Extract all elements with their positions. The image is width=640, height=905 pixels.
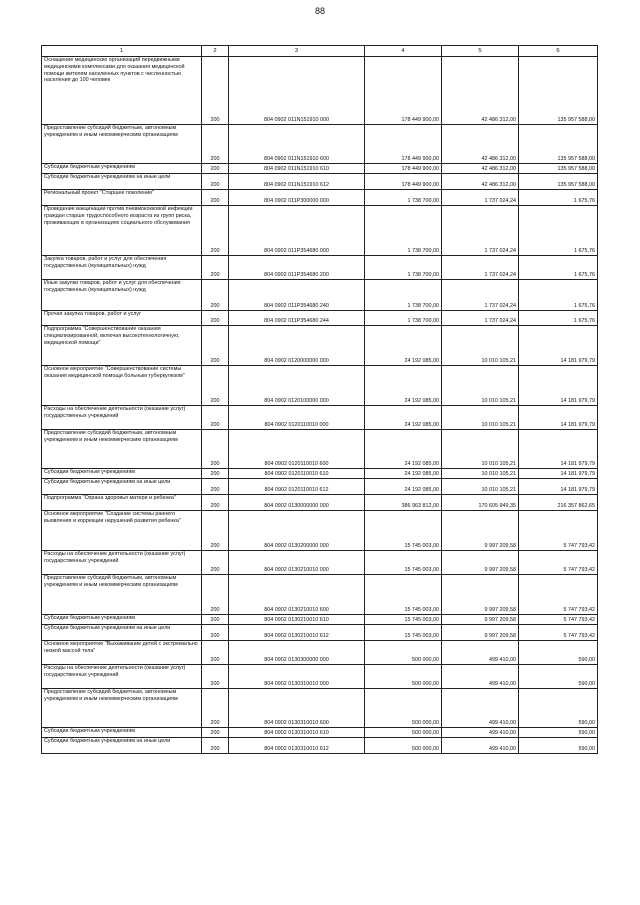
table-row (42, 311, 598, 326)
row-value-4: 500 000,00 (365, 665, 442, 689)
row-code: 804 0902 0130310010 600 (229, 689, 365, 728)
row-value-6: 5 747 793,42 (519, 625, 598, 641)
row-value-6: 14 181 979,79 (519, 469, 598, 479)
row-value-4: 1 738 700,00 (365, 206, 442, 256)
row-value-4: 15 745 003,00 (365, 575, 442, 615)
row-value-5: 42 486 312,00 (442, 174, 519, 190)
row-code: 804 0902 011P354680 240 (229, 280, 365, 311)
row-col2: 200 (202, 366, 229, 406)
table-row (42, 430, 598, 469)
row-value-6: 14 181 979,79 (519, 326, 598, 366)
row-name: Расходы на обеспечение деятельности (оказание услуг) государственных учреждений (42, 551, 202, 575)
column-header-1: 1 (42, 46, 202, 57)
row-value-5: 499 410,00 (442, 689, 519, 728)
row-code: 804 0902 0120100000 000 (229, 366, 365, 406)
row-value-6: 216 357 862,65 (519, 495, 598, 511)
row-value-4: 1 738 700,00 (365, 190, 442, 206)
table-row (42, 728, 598, 738)
row-value-6: 14 181 979,79 (519, 430, 598, 469)
row-name: Оснащение медицинских организаций передвижными медицинскими комплексами для оказания медицинской помощи жителям населенных пунктов с численностью населения до 100 человек (42, 57, 202, 125)
table-row (42, 665, 598, 689)
table-row (42, 256, 598, 280)
row-col2: 200 (202, 430, 229, 469)
row-name: Расходы на обеспечение деятельности (оказание услуг) государственных учреждений (42, 665, 202, 689)
table-row (42, 280, 598, 311)
row-name: Расходы на обеспечение деятельности (оказание услуг) государственных учреждений (42, 406, 202, 430)
table-row (42, 479, 598, 495)
row-name: Субсидии бюджетным учреждениям на иные цели (42, 625, 202, 641)
table-row (42, 125, 598, 164)
row-value-4: 24 192 085,00 (365, 406, 442, 430)
row-value-6: 135 957 588,00 (519, 164, 598, 174)
row-code: 804 0902 0120110010 000 (229, 406, 365, 430)
row-name: Подпрограмма "Совершенствование оказания специализированной, включая высокотехнологичную, медицинской помощи" (42, 326, 202, 366)
row-value-5: 10 010 105,21 (442, 406, 519, 430)
row-name: Субсидии бюджетным учреждениям (42, 615, 202, 625)
row-value-6: 135 957 588,00 (519, 125, 598, 164)
row-name: Субсидии бюджетным учреждениям на иные цели (42, 738, 202, 754)
row-name: Проведение вакцинации против пневмококковой инфекции граждан старше трудоспособного возраста из групп риска, проживающих в организациях социального обслуживания (42, 206, 202, 256)
column-header-3: 3 (229, 46, 365, 57)
row-code: 804 0902 011N151910 610 (229, 164, 365, 174)
row-name: Субсидии бюджетным учреждениям на иные цели (42, 174, 202, 190)
page-number: 88 (314, 6, 325, 16)
table-row (42, 174, 598, 190)
row-name: Субсидии бюджетным учреждениям (42, 469, 202, 479)
table-row (42, 406, 598, 430)
table-row (42, 495, 598, 511)
row-value-5: 9 997 209,58 (442, 625, 519, 641)
row-value-5: 499 410,00 (442, 728, 519, 738)
row-code: 804 0902 011P354680 200 (229, 256, 365, 280)
row-col2: 200 (202, 495, 229, 511)
row-code: 804 0902 011P354680 000 (229, 206, 365, 256)
row-code: 804 0902 0120110010 610 (229, 469, 365, 479)
row-col2: 200 (202, 406, 229, 430)
row-value-6: 590,00 (519, 738, 598, 754)
table-row (42, 190, 598, 206)
row-code: 804 0902 0130210010 600 (229, 575, 365, 615)
column-header-2: 2 (202, 46, 229, 57)
row-value-5: 42 486 312,00 (442, 125, 519, 164)
row-value-5: 170 605 949,35 (442, 495, 519, 511)
row-code: 804 0902 0130300000 000 (229, 641, 365, 665)
row-value-6: 1 675,76 (519, 256, 598, 280)
row-value-4: 500 000,00 (365, 641, 442, 665)
row-col2: 200 (202, 511, 229, 551)
row-name: Предоставление субсидий бюджетным, автономным учреждениям и иным некоммерческим организациям (42, 689, 202, 728)
row-value-6: 590,00 (519, 689, 598, 728)
row-value-6: 14 181 979,79 (519, 406, 598, 430)
row-name: Предоставление субсидий бюджетным, автономным учреждениям и иным некоммерческим организациям (42, 125, 202, 164)
budget-table (41, 45, 598, 754)
row-value-4: 15 745 003,00 (365, 551, 442, 575)
row-name: Субсидии бюджетным учреждениям (42, 728, 202, 738)
row-col2: 200 (202, 174, 229, 190)
row-name: Предоставление субсидий бюджетным, автономным учреждениям и иным некоммерческим организациям (42, 575, 202, 615)
row-value-6: 5 747 793,42 (519, 551, 598, 575)
table-row (42, 641, 598, 665)
row-col2: 200 (202, 190, 229, 206)
row-value-4: 24 192 085,00 (365, 430, 442, 469)
row-code: 804 0902 0130310010 610 (229, 728, 365, 738)
row-col2: 200 (202, 665, 229, 689)
row-code: 804 0902 0120110010 600 (229, 430, 365, 469)
row-code: 804 0902 011N151910 600 (229, 125, 365, 164)
row-value-5: 499 410,00 (442, 665, 519, 689)
table-row (42, 511, 598, 551)
column-header-5: 5 (442, 46, 519, 57)
row-value-5: 9 997 209,58 (442, 575, 519, 615)
row-col2: 200 (202, 164, 229, 174)
row-code: 804 0902 0130210010 000 (229, 551, 365, 575)
row-name: Закупка товаров, работ и услуг для обеспечения государственных (муниципальных) нужд (42, 256, 202, 280)
row-value-5: 9 997 209,58 (442, 511, 519, 551)
row-value-6: 14 181 979,79 (519, 479, 598, 495)
row-code: 804 0902 0120110010 612 (229, 479, 365, 495)
row-value-4: 386 963 812,00 (365, 495, 442, 511)
row-col2: 200 (202, 641, 229, 665)
row-value-5: 10 010 105,21 (442, 326, 519, 366)
row-col2: 200 (202, 625, 229, 641)
row-value-4: 24 192 085,00 (365, 469, 442, 479)
row-value-6: 5 747 793,42 (519, 511, 598, 551)
row-value-4: 178 449 900,00 (365, 125, 442, 164)
table-header-row (42, 46, 598, 57)
row-code: 804 0902 011P300000 000 (229, 190, 365, 206)
row-code: 804 0902 011N151910 612 (229, 174, 365, 190)
row-value-6: 1 675,76 (519, 206, 598, 256)
row-code: 804 0902 0130000000 000 (229, 495, 365, 511)
row-value-5: 1 737 024,24 (442, 256, 519, 280)
row-col2: 200 (202, 57, 229, 125)
row-name: Основное мероприятие "Выхаживание детей с экстремально низкой массой тела" (42, 641, 202, 665)
row-value-5: 10 010 105,21 (442, 366, 519, 406)
row-value-6: 135 957 588,00 (519, 174, 598, 190)
row-code: 804 0902 0120000000 000 (229, 326, 365, 366)
row-value-6: 14 181 979,79 (519, 366, 598, 406)
row-code: 804 0902 0130210010 610 (229, 615, 365, 625)
row-value-5: 499 410,00 (442, 641, 519, 665)
table-row (42, 57, 598, 125)
row-name: Предоставление субсидий бюджетным, автономным учреждениям и иным некоммерческим организациям (42, 430, 202, 469)
row-value-5: 42 486 312,00 (442, 57, 519, 125)
row-value-6: 1 675,76 (519, 280, 598, 311)
row-value-4: 1 738 700,00 (365, 280, 442, 311)
row-col2: 200 (202, 125, 229, 164)
row-value-4: 24 192 085,00 (365, 326, 442, 366)
row-value-5: 1 737 024,24 (442, 311, 519, 326)
table-row (42, 738, 598, 754)
row-value-4: 15 745 003,00 (365, 625, 442, 641)
row-value-4: 24 192 085,00 (365, 366, 442, 406)
row-code: 804 0902 0130210010 612 (229, 625, 365, 641)
row-value-4: 178 449 900,00 (365, 174, 442, 190)
row-value-6: 135 957 588,00 (519, 57, 598, 125)
row-value-5: 9 997 209,58 (442, 551, 519, 575)
table-row (42, 689, 598, 728)
row-value-6: 5 747 793,42 (519, 575, 598, 615)
row-col2: 200 (202, 326, 229, 366)
table-row (42, 164, 598, 174)
row-value-6: 1 675,76 (519, 311, 598, 326)
row-code: 804 0902 0130200000 000 (229, 511, 365, 551)
row-value-4: 178 449 900,00 (365, 164, 442, 174)
row-col2: 200 (202, 206, 229, 256)
row-col2: 200 (202, 479, 229, 495)
table-row (42, 615, 598, 625)
row-value-5: 1 737 024,24 (442, 190, 519, 206)
row-value-4: 500 000,00 (365, 689, 442, 728)
row-value-6: 590,00 (519, 665, 598, 689)
row-value-4: 178 449 900,00 (365, 57, 442, 125)
row-name: Субсидии бюджетным учреждениям на иные цели (42, 479, 202, 495)
row-name: Прочая закупка товаров, работ и услуг (42, 311, 202, 326)
row-col2: 200 (202, 256, 229, 280)
row-code: 804 0902 0130310010 612 (229, 738, 365, 754)
row-col2: 200 (202, 311, 229, 326)
row-value-6: 590,00 (519, 641, 598, 665)
row-name: Основное мероприятие "Создание системы раннего выявления и коррекции нарушений развития ребенка" (42, 511, 202, 551)
row-name: Иные закупки товаров, работ и услуг для обеспечения государственных (муниципальных) нужд (42, 280, 202, 311)
row-col2: 200 (202, 728, 229, 738)
row-value-5: 10 010 105,21 (442, 469, 519, 479)
row-col2: 200 (202, 615, 229, 625)
row-value-5: 1 737 024,24 (442, 280, 519, 311)
row-col2: 200 (202, 689, 229, 728)
row-value-5: 1 737 024,24 (442, 206, 519, 256)
row-value-6: 590,00 (519, 728, 598, 738)
row-value-4: 15 745 003,00 (365, 511, 442, 551)
column-header-4: 4 (365, 46, 442, 57)
row-col2: 200 (202, 551, 229, 575)
row-col2: 200 (202, 280, 229, 311)
row-value-4: 1 738 700,00 (365, 256, 442, 280)
table-row (42, 366, 598, 406)
row-col2: 200 (202, 575, 229, 615)
row-col2: 200 (202, 738, 229, 754)
row-name: Подпрограмма "Охрана здоровья матери и ребенка" (42, 495, 202, 511)
row-value-4: 500 000,00 (365, 738, 442, 754)
row-col2: 200 (202, 469, 229, 479)
column-header-6: 6 (519, 46, 598, 57)
row-value-5: 10 010 105,21 (442, 479, 519, 495)
row-name: Субсидии бюджетным учреждениям (42, 164, 202, 174)
row-value-4: 24 192 085,00 (365, 479, 442, 495)
row-value-5: 9 997 209,58 (442, 615, 519, 625)
table-row (42, 326, 598, 366)
table-row (42, 206, 598, 256)
row-value-5: 499 410,00 (442, 738, 519, 754)
row-value-5: 42 486 312,00 (442, 164, 519, 174)
row-name: Региональный проект "Старшее поколение" (42, 190, 202, 206)
row-value-6: 1 675,76 (519, 190, 598, 206)
table-row (42, 575, 598, 615)
row-value-4: 500 000,00 (365, 728, 442, 738)
table-row (42, 469, 598, 479)
row-value-4: 1 738 700,00 (365, 311, 442, 326)
table-row (42, 551, 598, 575)
row-value-4: 15 745 003,00 (365, 615, 442, 625)
row-code: 804 0902 011N151910 000 (229, 57, 365, 125)
row-value-5: 10 010 105,21 (442, 430, 519, 469)
table-row (42, 625, 598, 641)
row-name: Основное мероприятие "Совершенствование системы оказания медицинской помощи больным туберкулезом" (42, 366, 202, 406)
row-code: 804 0902 011P354680 244 (229, 311, 365, 326)
row-value-6: 5 747 793,42 (519, 615, 598, 625)
row-code: 804 0902 0130310010 000 (229, 665, 365, 689)
